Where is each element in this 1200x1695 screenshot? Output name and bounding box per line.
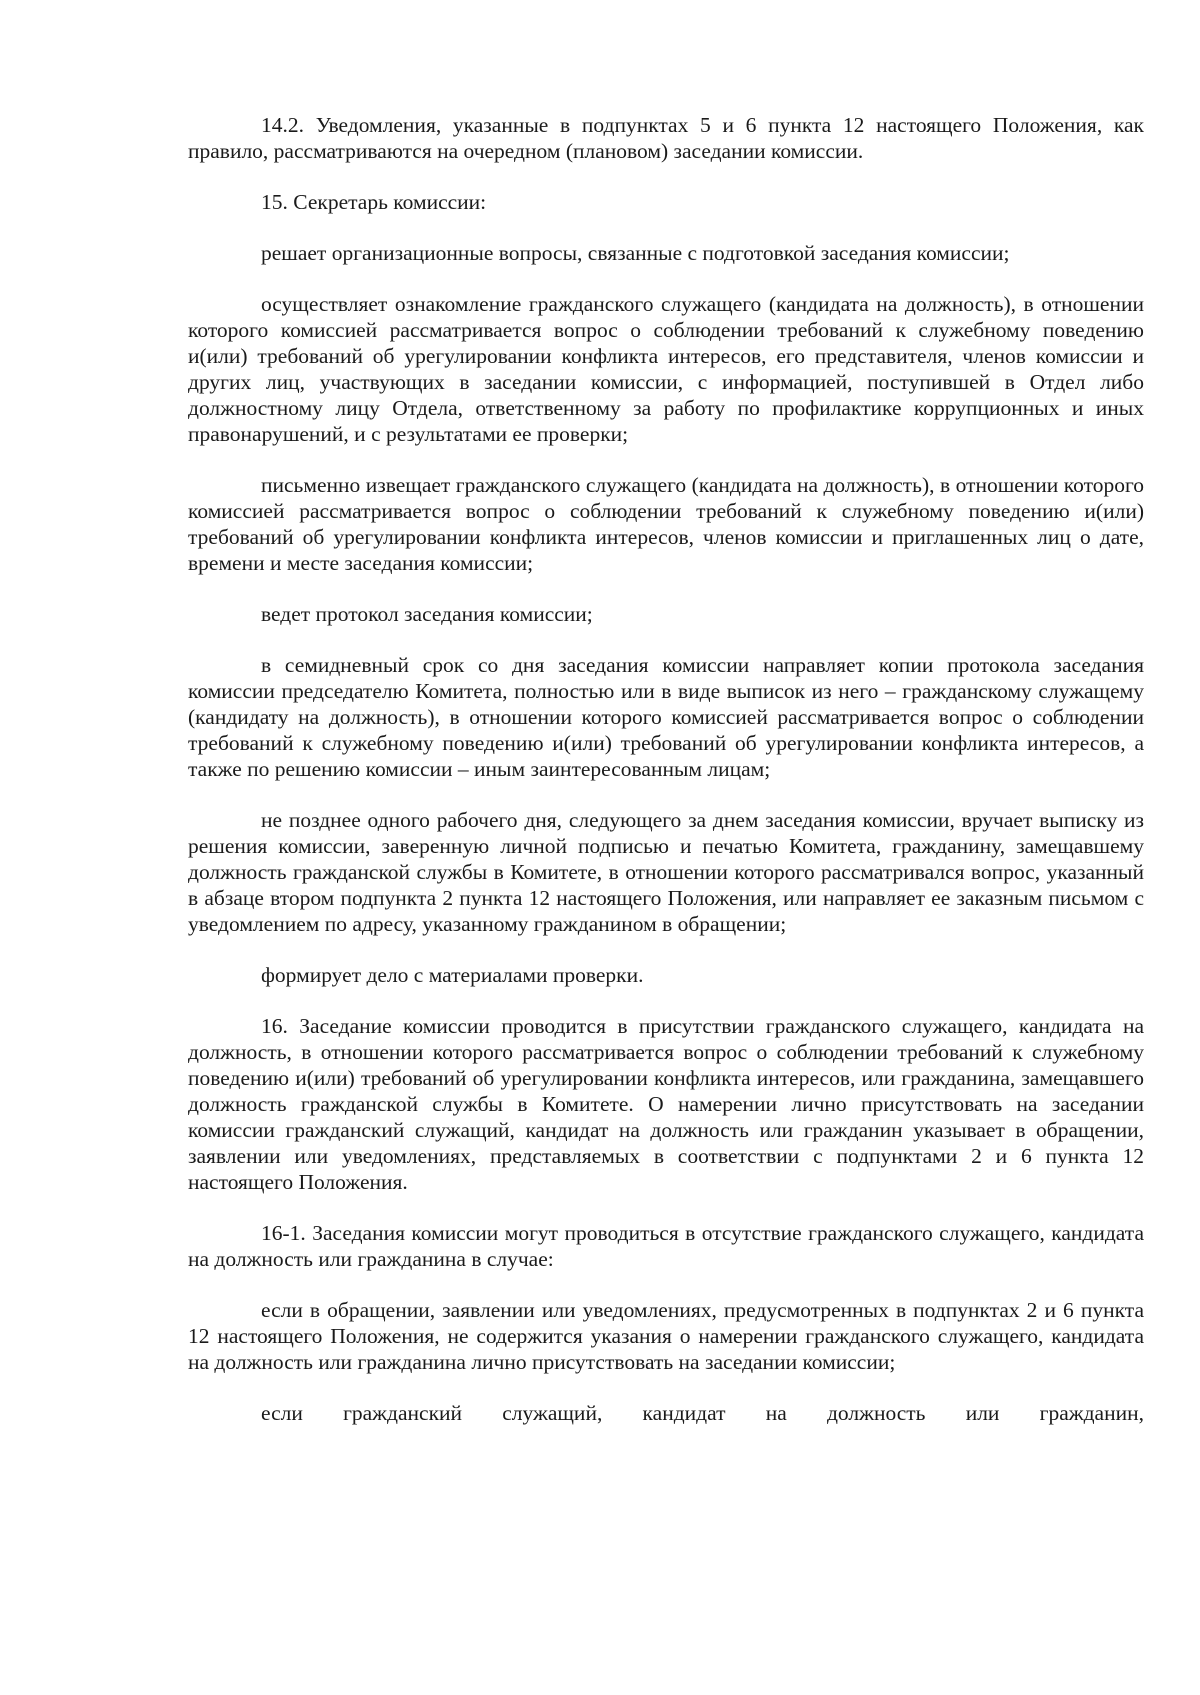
paragraph-16-1: 16-1. Заседания комиссии могут проводиться в отсутствие гражданского служащего, кандидата на должность или гражданина в случае:	[188, 1221, 1144, 1271]
paragraph-protocol-copies: в семидневный срок со дня заседания комиссии направляет копии протокола заседания комиссии председателю Комитета, полностью или в виде выписок из него – гражданскому служащему (кандидату на должность), в отношении которого комиссией рассматривается вопрос о соблюдении требований к служебному поведению и(или) требований об урегулировании конфликта интересов, а также по решению комиссии – иным заинтересованным лицам;	[188, 653, 1144, 781]
paragraph-decision-extract: не позднее одного рабочего дня, следующего за днем заседания комиссии, вручает выписку из решения комиссии, заверенную личной подписью и печатью Комитета, гражданину, замещавшему должность гражданской службы в Комитете, в отношении которого рассматривался вопрос, указанный в абзаце втором подпункта 2 пункта 12 настоящего Положения, или направляет ее заказным письмом с уведомлением по адресу, указанному гражданином в обращении;	[188, 808, 1144, 936]
paragraph-organizational-questions: решает организационные вопросы, связанные с подготовкой заседания комиссии;	[261, 241, 1010, 265]
paragraph-minutes: ведет протокол заседания комиссии;	[261, 602, 593, 626]
paragraph-16: 16. Заседание комиссии проводится в присутствии гражданского служащего, кандидата на должность, в отношении которого рассматривается вопрос о соблюдении требований к служебному поведению и(или) требований об урегулировании конфликта интересов, или гражданина, замещавшего должность гражданской службы в Комитете. О намерении лично присутствовать на заседании комиссии гражданский служащий, кандидат на должность или гражданин указывает в обращении, заявлении или уведомлениях, представляемых в соответствии с подпунктами 2 и 6 пункта 12 настоящего Положения.	[188, 1014, 1144, 1194]
paragraph-14-2: 14.2. Уведомления, указанные в подпунктах 5 и 6 пункта 12 настоящего Положения, как правило, рассматриваются на очередном (плановом) заседании комиссии.	[188, 113, 1144, 163]
paragraph-familiarization: осуществляет ознакомление гражданского служащего (кандидата на должность), в отношении которого комиссией рассматривается вопрос о соблюдении требований к служебному поведению и(или) требований об урегулировании конфликта интересов, его представителя, членов комиссии и других лиц, участвующих в заседании комиссии, с информацией, поступившей в Отдел либо должностному лицу Отдела, ответственному за работу по профилактике коррупционных и иных правонарушений, и с результатами ее проверки;	[188, 292, 1144, 446]
paragraph-written-notice: письменно извещает гражданского служащего (кандидата на должность), в отношении которого комиссией рассматривается вопрос о соблюдении требований к служебному поведению и(или) требований об урегулировании конфликта интересов, членов комиссии и приглашенных лиц о дате, времени и месте заседания комиссии;	[188, 473, 1144, 575]
paragraph-15-heading: 15. Секретарь комиссии:	[261, 190, 487, 214]
paragraph-no-intention: если в обращении, заявлении или уведомлениях, предусмотренных в подпунктах 2 и 6 пункта 12 настоящего Положения, не содержится указания о намерении гражданского служащего, кандидата на должность или гражданина лично присутствовать на заседании комиссии;	[188, 1298, 1144, 1374]
paragraph-case-file: формирует дело с материалами проверки.	[261, 963, 644, 987]
paragraph-if-citizen: если гражданский служащий, кандидат на должность или гражданин,	[261, 1401, 1144, 1425]
